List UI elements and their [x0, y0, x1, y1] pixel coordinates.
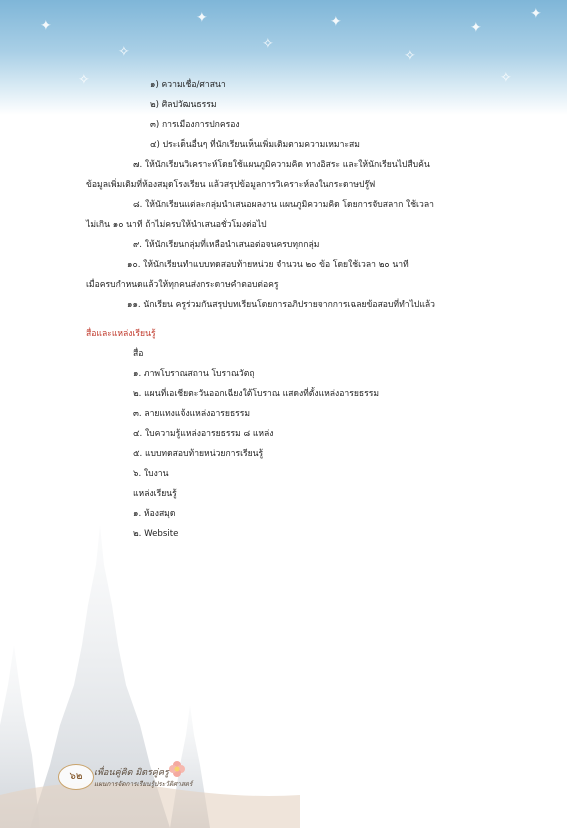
sparkle-icon: ✦	[470, 20, 482, 36]
footer-title: เพื่อนคู่คิด มิตรคู่ครู	[94, 768, 169, 778]
media-item: ๖. ใบงาน	[133, 469, 169, 479]
media-item: ๕. แบบทดสอบท้ายหน่วยการเรียนรู้	[133, 449, 264, 459]
intro-item: ๔) ประเด็นอื่นๆ ที่นักเรียนเห็นเพิ่มเติมตามความเหมาะสม	[150, 140, 360, 150]
sparkle-icon: ✦	[196, 10, 208, 26]
paragraph-line: ๘. ให้นักเรียนแต่ละกลุ่มนำเสนอผลงาน แผนภูมิความคิด โดยการจับสลาก ใช้เวลา	[133, 200, 434, 210]
paragraph-line: ข้อมูลเพิ่มเติมที่ห้องสมุดโรงเรียน แล้วสรุปข้อมูลการวิเคราะห์ลงในกระดาษปรู๊ฟ	[86, 180, 376, 190]
sparkle-icon: ✦	[330, 14, 342, 30]
paragraph-line: ไม่เกิน ๑๐ นาที ถ้าไม่ครบให้นำเสนอชั่วโมงต่อไป	[86, 220, 267, 230]
sparkle-icon: ✦	[40, 18, 52, 34]
media-item: ๔. ใบความรู้แหล่งอารยธรรม ๘ แหล่ง	[133, 429, 274, 439]
paragraph-line: ๗. ให้นักเรียนวิเคราะห์โดยใช้แผนภูมิความคิด ทางอิสระ และให้นักเรียนไปสืบค้น	[133, 160, 430, 170]
sources-label: แหล่งเรียนรู้	[133, 489, 177, 499]
paragraph-line: ๑๑. นักเรียน ครูร่วมกันสรุปบทเรียนโดยการอภิปรายจากการเฉลยข้อสอบที่ทำไปแล้ว	[127, 300, 435, 310]
sparkle-icon: ✧	[404, 48, 416, 64]
intro-item: ๑) ความเชื่อ/ศาสนา	[150, 80, 226, 90]
sparkle-icon: ✧	[118, 44, 130, 60]
page-number: ๖๒	[58, 764, 94, 790]
sparkle-icon: ✧	[78, 72, 90, 88]
paragraph-line: เมื่อครบกำหนดแล้วให้ทุกคนส่งกระดาษคำตอบต่อครู	[86, 280, 279, 290]
sparkle-icon: ✦	[530, 6, 542, 22]
media-label: สื่อ	[133, 349, 144, 359]
media-item: ๒. แผนที่เอเชียตะวันออกเฉียงใต้โบราณ แสดงที่ตั้งแหล่งอารยธรรม	[133, 389, 380, 399]
section-heading: สื่อและแหล่งเรียนรู้	[86, 329, 156, 339]
paragraph-line: ๑๐. ให้นักเรียนทำแบบทดสอบท้ายหน่วย จำนวน ๒๐ ข้อ โดยใช้เวลา ๒๐ นาที	[127, 260, 409, 270]
sparkle-icon: ✧	[500, 70, 512, 86]
paragraph-line: ๙. ให้นักเรียนกลุ่มที่เหลือนำเสนอต่อจนครบทุกกลุ่ม	[133, 240, 320, 250]
flower-icon	[168, 760, 186, 778]
media-item: ๓. ลายแทงแจ้งแหล่งอารยธรรม	[133, 409, 251, 419]
source-item: ๑. ห้องสมุด	[133, 509, 176, 519]
intro-item: ๓) การเมืองการปกครอง	[150, 120, 240, 130]
footer-subtitle: แผนการจัดการเรียนรู้ประวัติศาสตร์	[94, 780, 193, 788]
intro-item: ๒) ศิลปวัฒนธรรม	[150, 100, 217, 110]
header-sky-banner	[0, 0, 567, 115]
source-item: ๒. Website	[133, 529, 179, 539]
media-item: ๑. ภาพโบราณสถาน โบราณวัตถุ	[133, 369, 255, 379]
sparkle-icon: ✧	[262, 36, 274, 52]
